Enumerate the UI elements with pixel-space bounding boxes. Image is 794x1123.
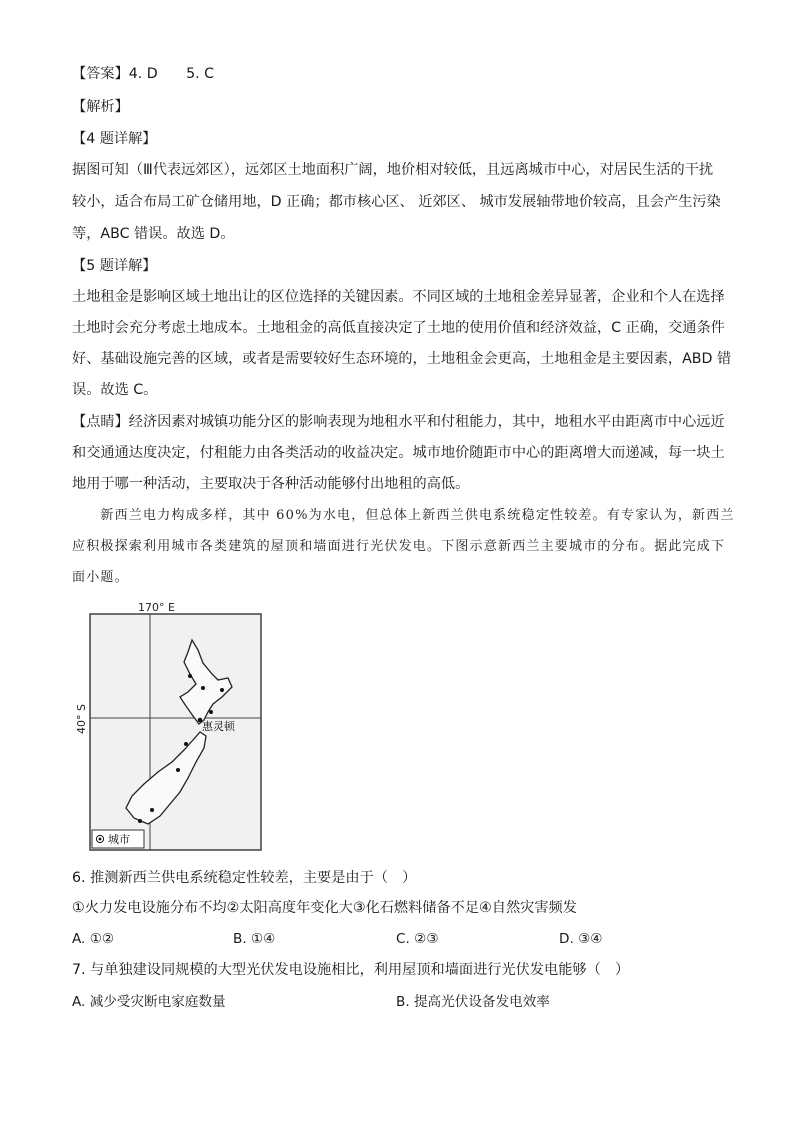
q5-heading: 【5 题详解】 <box>72 258 157 274</box>
city-dot <box>150 808 154 812</box>
wellington-label: 惠灵顿 <box>202 720 235 733</box>
latitude-label: 40° S <box>75 704 88 734</box>
longitude-label: 170° E <box>138 601 175 614</box>
q7-option-a: A. 减少受灾断电家庭数量 <box>72 994 226 1010</box>
q4-text-line: 等，ABC 错误。故选 D。 <box>72 226 235 242</box>
q6-stem: 6. 推测新西兰供电系统稳定性较差，主要是由于（ ） <box>72 870 417 886</box>
new-zealand-map <box>72 600 282 856</box>
q5-text-line: 土地时会充分考虑土地成本。土地租金的高低直接决定了土地的使用价值和经济效益，C 正确，交通条件 <box>72 320 725 336</box>
q4-text-line: 较小，适合布局工矿仓储用地，D 正确；都市核心区、 近郊区、 城市发展轴带地价较高，且会产生污染 <box>72 194 721 210</box>
legend-label: 城市 <box>108 833 130 846</box>
passage-line: 应积极探索利用城市各类建筑的屋顶和墙面进行光伏发电。下图示意新西兰主要城市的分布。据此完成下 <box>72 539 726 554</box>
city-dot <box>209 710 213 714</box>
q6-option-c: C. ②③ <box>396 931 439 947</box>
q6-option-a: A. ①② <box>72 931 115 947</box>
q7-option-b: B. 提高光伏设备发电效率 <box>396 994 550 1010</box>
q5-text-line: 好、基础设施完善的区域，或者是需要较好生态环境的，土地租金会更高，土地租金是主要因素，ABD 错 <box>72 351 732 367</box>
city-dot <box>188 674 192 678</box>
q4-heading: 【4 题详解】 <box>72 131 157 147</box>
answer-line: 【答案】4. D 5. C <box>72 66 215 82</box>
city-dot <box>138 819 142 823</box>
passage-line: 面小题。 <box>72 570 129 585</box>
q5-text-line: 土地租金是影响区域土地出让的区位选择的关键因素。不同区域的土地租金差异显著，企业和个人在选择 <box>72 289 725 305</box>
city-dot <box>184 742 188 746</box>
q6-statements: ①火力发电设施分布不均②太阳高度年变化大③化石燃料储备不足④自然灾害频发 <box>72 900 577 916</box>
tip-line: 地用于哪一种活动，主要取决于各种活动能够付出地租的高低。 <box>72 476 470 492</box>
city-dot <box>201 686 205 690</box>
city-dot <box>176 768 180 772</box>
passage-line: 新西兰电力构成多样，其中 60%为水电，但总体上新西兰供电系统稳定性较差。有专家认为，新西兰 <box>72 508 735 523</box>
analysis-heading: 【解析】 <box>72 99 129 115</box>
q7-stem: 7. 与单独建设同规模的大型光伏发电设施相比，利用屋顶和墙面进行光伏发电能够（ ） <box>72 962 630 978</box>
city-dot <box>220 688 224 692</box>
q6-option-d: D. ③④ <box>559 931 603 947</box>
q6-option-b: B. ①④ <box>233 931 276 947</box>
q4-text-line: 据图可知（Ⅲ代表远郊区），远郊区土地面积广阔，地价相对较低，且远离城市中心，对居民生活的干扰 <box>72 162 714 178</box>
tip-line: 【点睛】经济因素对城镇功能分区的影响表现为地租水平和付租能力，其中，地租水平由距离市中心远近 <box>72 414 725 430</box>
tip-line: 和交通通达度决定，付租能力由各类活动的收益决定。城市地价随距市中心的距离增大而递减，每一块土 <box>72 445 725 461</box>
q5-text-line: 误。故选 C。 <box>72 382 158 398</box>
